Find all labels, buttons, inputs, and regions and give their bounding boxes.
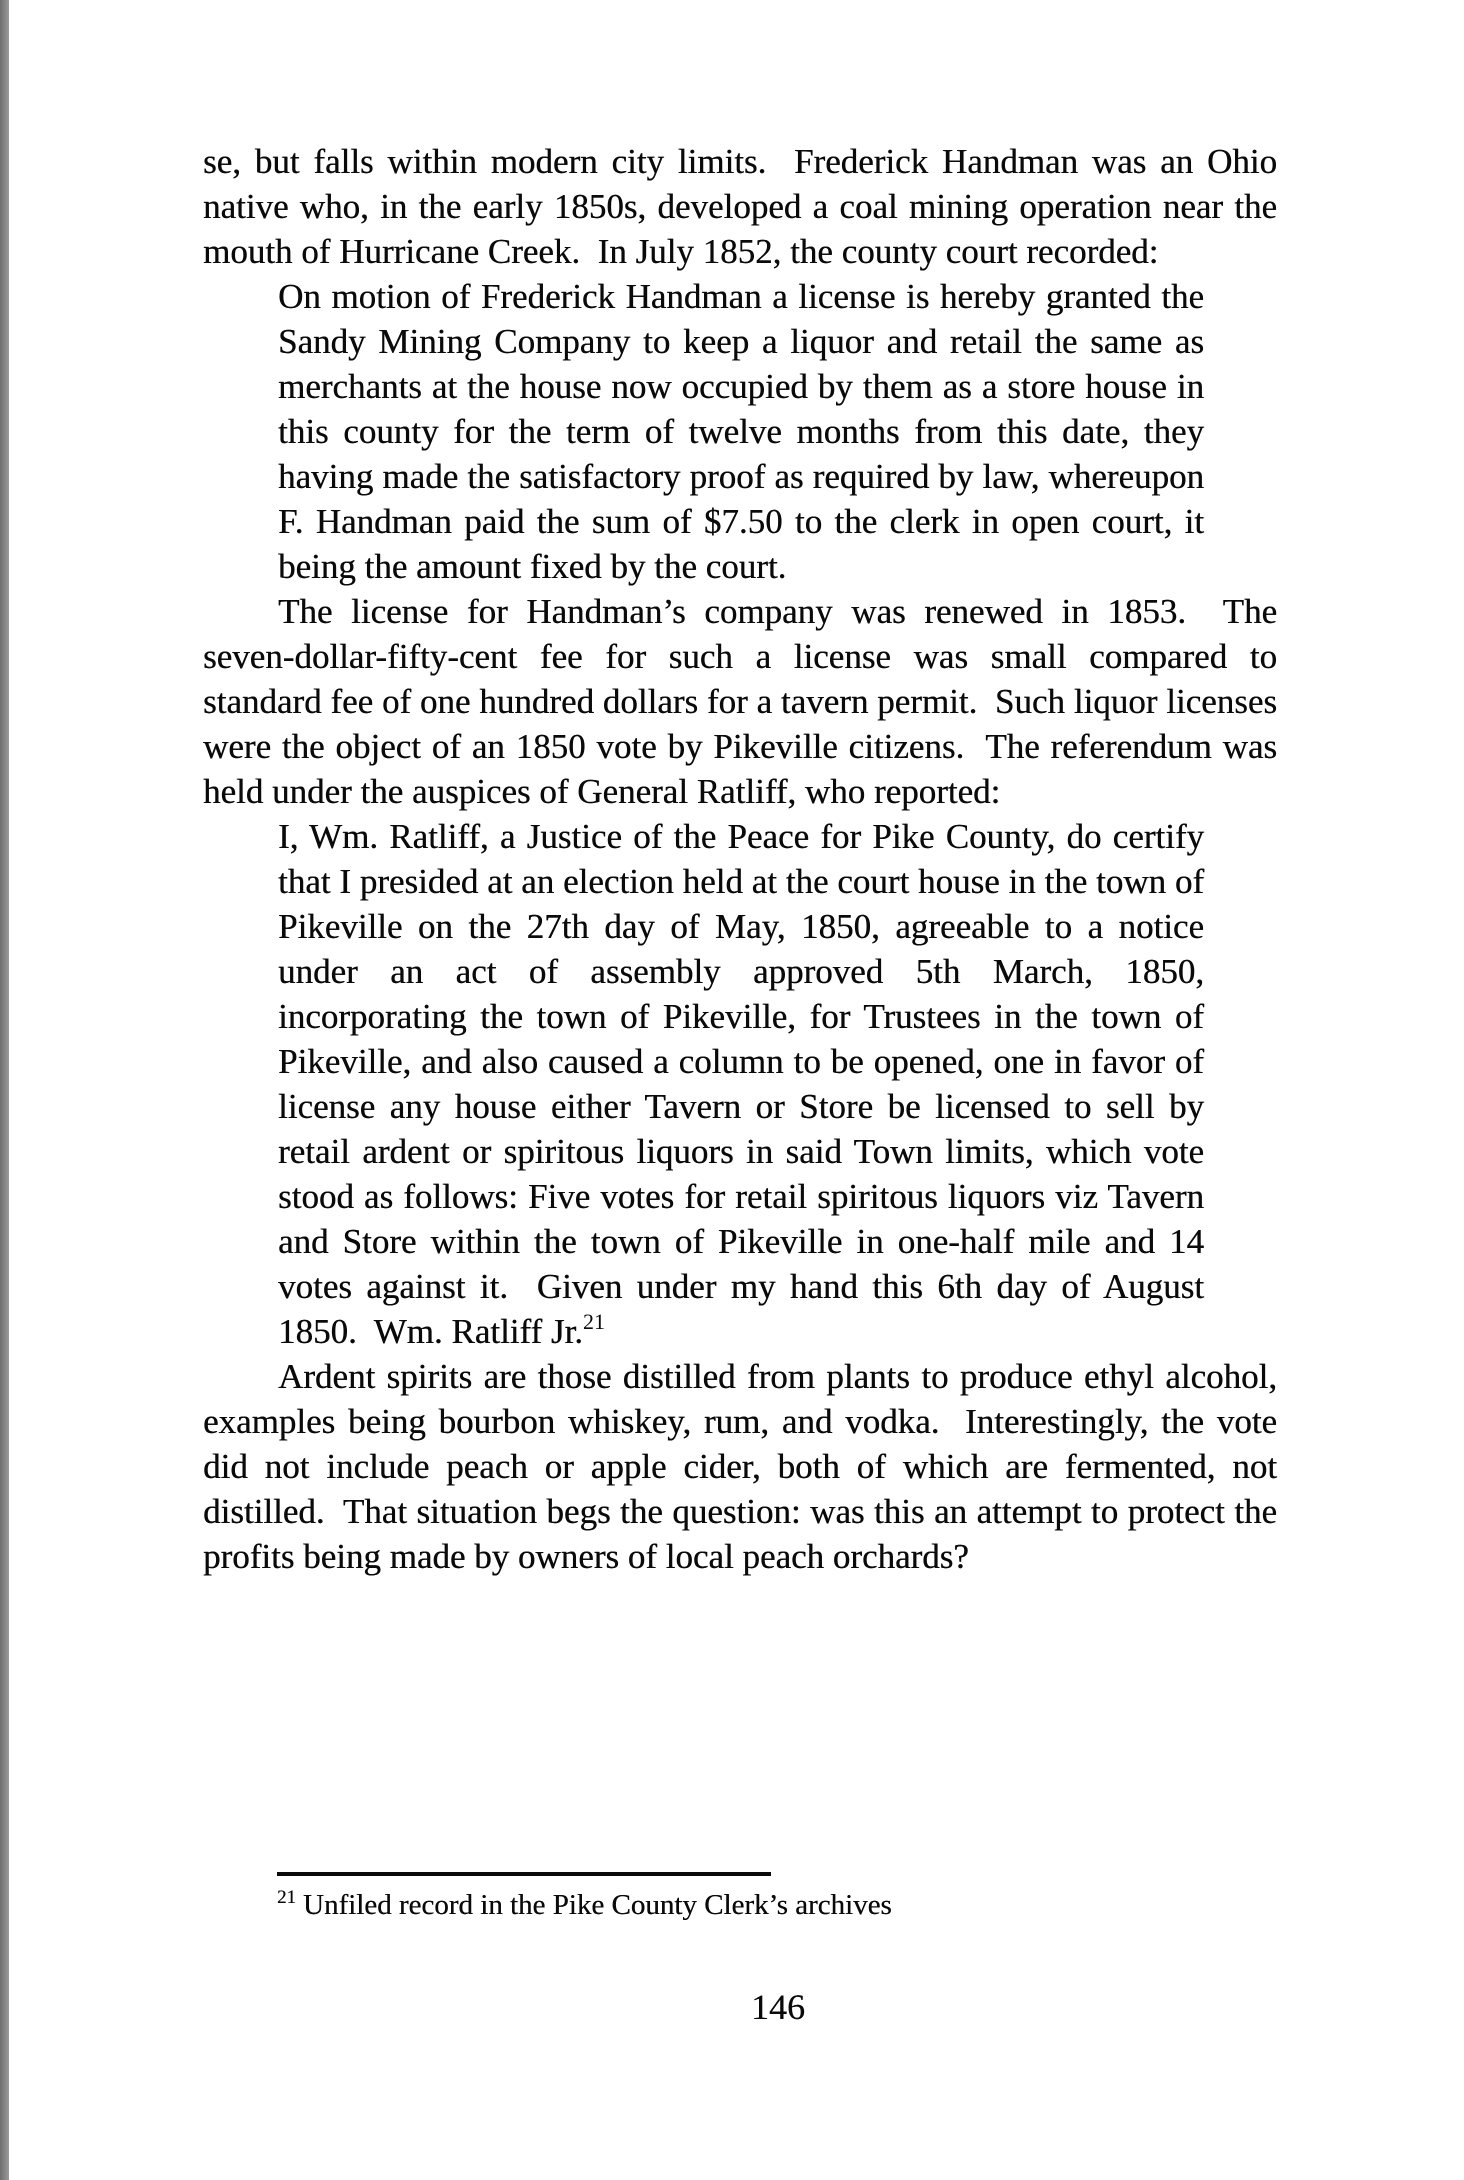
paragraph-handman-intro: se, but falls within modern city limits. Frederick Handman was an Ohio native who, in the early 1850s, developed a coal mining operation near the mouth of Hurricane Creek. In July 1852, the county court recorded: xyxy=(203,142,1277,271)
footnote-21 xyxy=(277,1885,1197,1925)
footnote-marker: 21 xyxy=(277,1887,296,1908)
footnote-separator-rule xyxy=(277,1872,771,1876)
block-quote-license-record: On motion of Frederick Handman a license is hereby granted the Sandy Mining Company to keep a liquor and retail the same as merchants at the house now occupied by them as a store house in this county for the term of twelve months from this date, they having made the satisfactory proof as required by law, whereupon F. Handman paid the sum of $7.50 to the clerk in open court, it being the amount fixed by the court. xyxy=(278,277,1204,586)
block-quote-ratliff-report xyxy=(278,814,1204,1354)
paragraph-license-fee: The license for Handman’s company was renewed in 1853. The seven-dollar-fifty-cent fee for such a license was small compared to standard fee of one hundred dollars for a tavern permit. Such liquor licenses were the object of an 1850 vote by Pikeville citizens. The referendum was held under the auspices of General Ratliff, who reported: xyxy=(203,592,1277,811)
ratliff-quote-text: I, Wm. Ratliff, a Justice of the Peace for Pike County, do certify that I presided at an election held at the court house in the town of Pikeville on the 27th day of May, 1850, agreeable to a notice under an act of assembly approved 5th March, 1850, incorporating the town of Pikeville, for Trustees in the town of Pikeville, and also caused a column to be opened, one in favor of license any house either Tavern or Store be licensed to sell by retail ardent or spiritous liquors in said Town limits, which vote stood as follows: Five votes for retail spiritous liquors viz Tavern and Store within the town of Pikeville in one-half mile and 14 votes against it. Given under my hand this 6th day of August 1850. Wm. Ratliff Jr. xyxy=(278,817,1204,1351)
paragraph-ardent-spirits: Ardent spirits are those distilled from plants to produce ethyl alcohol, examples being bourbon whiskey, rum, and vodka. Interestingly, the vote did not include peach or apple cider, both of which are fermented, not distilled. That situation begs the question: was this an attempt to protect the profits being made by owners of local peach orchards? xyxy=(203,1357,1277,1576)
footnote-reference-21: 21 xyxy=(582,1309,605,1334)
footnote-text: Unfiled record in the Pike County Clerk’s archives xyxy=(303,1889,892,1921)
scan-left-edge xyxy=(0,0,9,2180)
page-number: 146 xyxy=(751,1987,805,2027)
page-body-text xyxy=(203,139,1277,1579)
